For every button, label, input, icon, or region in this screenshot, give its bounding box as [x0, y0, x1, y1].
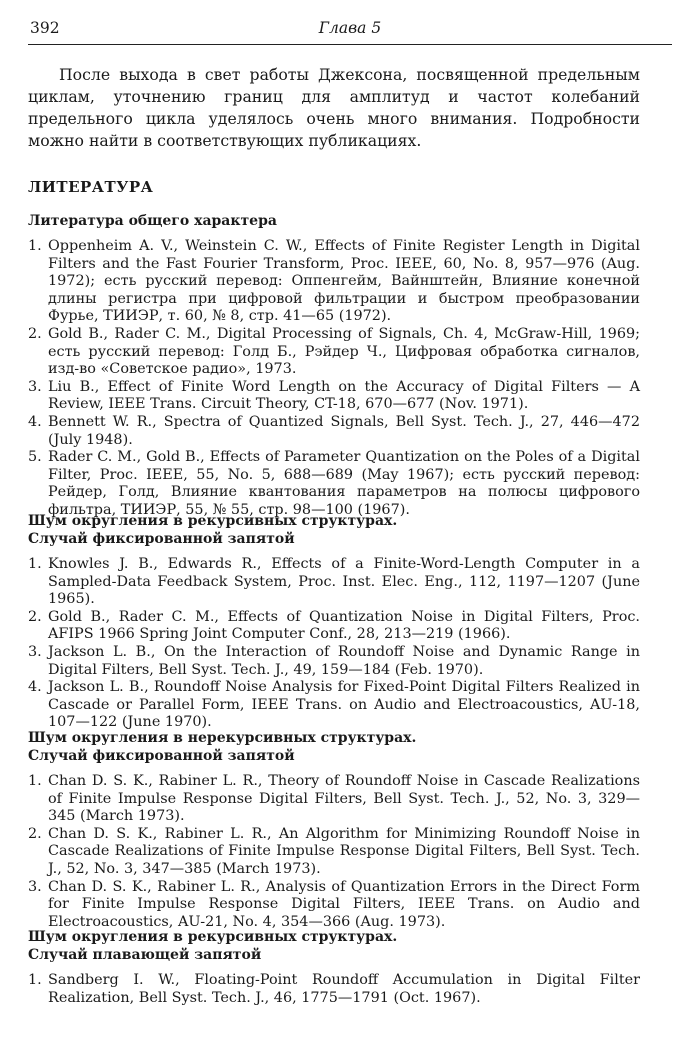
section-title — [28, 212, 640, 230]
reference-list — [28, 238, 640, 520]
reference-item — [28, 644, 640, 679]
page-header — [0, 19, 700, 41]
reference-number: 3. — [28, 378, 42, 395]
reference-number: 5. — [28, 449, 42, 466]
reference-text: Knowles J. B., Edwards R., Effects of a Finite-Word-Length Computer in a Sampled-Data Feedback System, Proc. Inst. Elec. Eng., 112, 1197—1207 (June 1965). — [48, 556, 640, 608]
section-recursive-floating-point — [28, 928, 640, 1007]
reference-item — [28, 972, 640, 1007]
reference-number: 2. — [28, 325, 42, 342]
section-title — [28, 512, 640, 548]
page-number: 392 — [30, 19, 60, 37]
reference-list — [28, 773, 640, 931]
header-rule — [28, 44, 672, 45]
reference-text: Bennett W. R., Spectra of Quantized Signals, Bell Syst. Tech. J., 27, 446—472 (July 1948). — [48, 413, 640, 448]
reference-text: Jackson L. B., On the Interaction of Roundoff Noise and Dynamic Range in Digital Filters, Bell Syst. Tech. J., 49, 159—184 (Feb. 1970). — [48, 643, 640, 678]
reference-number: 1. — [28, 972, 42, 988]
reference-text: Rader C. M., Gold B., Effects of Parameter Quantization on the Poles of a Digital Filter, Proc. IEEE, 55, No. 5, 688—689 (May 1967); есть русский перевод: Рейдер, Голд, Влияние квантования параметров на полюсы цифрового фильтра, ТИИЭР, 55, № 55, стр. 98—100 (1967). — [48, 449, 640, 518]
section-general-literature — [28, 212, 640, 520]
reference-item — [28, 609, 640, 644]
bibliography-title: ЛИТЕРАТУРА — [28, 178, 154, 196]
reference-text: Chan D. S. K., Rabiner L. R., An Algorithm for Minimizing Roundoff Noise in Cascade Realizations of Finite Impulse Response Digital Filters, Bell Syst. Tech. J., 52, No. 3, 347—385 (March 1973). — [48, 825, 640, 877]
section-recursive-fixed-point — [28, 512, 640, 732]
reference-item — [28, 449, 640, 519]
section-title-line: Шум округления в нерекурсивных структурах. — [28, 730, 417, 746]
reference-text: Chan D. S. K., Rabiner L. R., Analysis of Quantization Errors in the Direct Form for Finite Impulse Response Digital Filters, IEEE Trans. on Audio and Electroacoustics, AU-21, No. 4, 354—366 (Aug. 1973). — [48, 878, 640, 930]
section-nonrecursive-fixed-point — [28, 729, 640, 931]
reference-item — [28, 679, 640, 732]
reference-text: Liu B., Effect of Finite Word Length on the Accuracy of Digital Filters — A Review, IEEE Trans. Circuit Theory, CT-18, 670—677 (Nov. 1971). — [48, 378, 640, 413]
section-title-line: Шум округления в рекурсивных структурах. — [28, 929, 398, 945]
reference-item — [28, 556, 640, 609]
reference-number: 1. — [28, 238, 42, 254]
reference-number: 1. — [28, 773, 42, 789]
reference-text: Oppenheim A. V., Weinstein C. W., Effects of Finite Register Length in Digital Filters and the Fast Fourier Transform, Proc. IEEE, 60, No. 8, 957—976 (Aug. 1972); есть русский перевод: Оппенгейм, Вайнштейн, Влияние конечной длины регистра при цифровой фильтрации и быстром преобразовании Фурье, ТИИЭР, т. 60, № 8, стр. 41—65 (1972). — [48, 238, 640, 325]
reference-number: 2. — [28, 825, 42, 842]
intro-paragraph: После выхода в свет работы Джексона, посвященной предельным циклам, уточнению границ для амплитуд и частот колебаний предельного цикла уделялось очень много внимания. Подробности можно найти в соответствующих публикациях. — [28, 65, 640, 150]
reference-number: 4. — [28, 679, 42, 696]
reference-text: Jackson L. B., Roundoff Noise Analysis for Fixed-Point Digital Filters Realized in Cascade or Parallel Form, IEEE Trans. on Audio and Electroacoustics, AU-18, 107—122 (June 1970). — [48, 679, 640, 731]
reference-item — [28, 826, 640, 879]
section-title — [28, 729, 640, 765]
section-title-line: Случай фиксированной запятой — [28, 748, 295, 764]
section-title-line: Случай фиксированной запятой — [28, 531, 295, 547]
section-title-line: Литература общего характера — [28, 213, 277, 229]
running-head: Глава 5 — [318, 19, 382, 37]
reference-list — [28, 556, 640, 732]
reference-item — [28, 879, 640, 932]
reference-list — [28, 972, 640, 1007]
reference-item — [28, 414, 640, 449]
reference-text: Gold B., Rader C. M., Digital Processing of Signals, Ch. 4, McGraw-Hill, 1969; есть русский перевод: Голд Б., Рэйдер Ч., Цифровая обработка сигналов, изд-во «Советское радио», 1973. — [48, 325, 640, 378]
reference-item — [28, 773, 640, 826]
section-title — [28, 928, 640, 964]
reference-number: 1. — [28, 556, 42, 572]
reference-item — [28, 379, 640, 414]
section-title-line: Шум округления в рекурсивных структурах. — [28, 513, 398, 529]
reference-number: 3. — [28, 643, 42, 660]
reference-text: Chan D. S. K., Rabiner L. R., Theory of Roundoff Noise in Cascade Realizations of Finite Impulse Response Digital Filters, Bell Syst. Tech. J., 52, No. 3, 329—345 (March 1973). — [48, 773, 640, 825]
reference-text: Gold B., Rader C. M., Effects of Quantization Noise in Digital Filters, Proc. AFIPS 1966 Spring Joint Computer Conf., 28, 213—219 (1966). — [48, 608, 640, 643]
reference-number: 3. — [28, 878, 42, 895]
reference-number: 2. — [28, 608, 42, 625]
reference-text: Sandberg I. W., Floating-Point Roundoff Accumulation in Digital Filter Realization, Bell Syst. Tech. J., 46, 1775—1791 (Oct. 1967). — [48, 972, 640, 1006]
section-title-line: Случай плавающей запятой — [28, 947, 262, 963]
reference-item — [28, 238, 640, 326]
reference-item — [28, 326, 640, 379]
reference-number: 4. — [28, 413, 42, 430]
